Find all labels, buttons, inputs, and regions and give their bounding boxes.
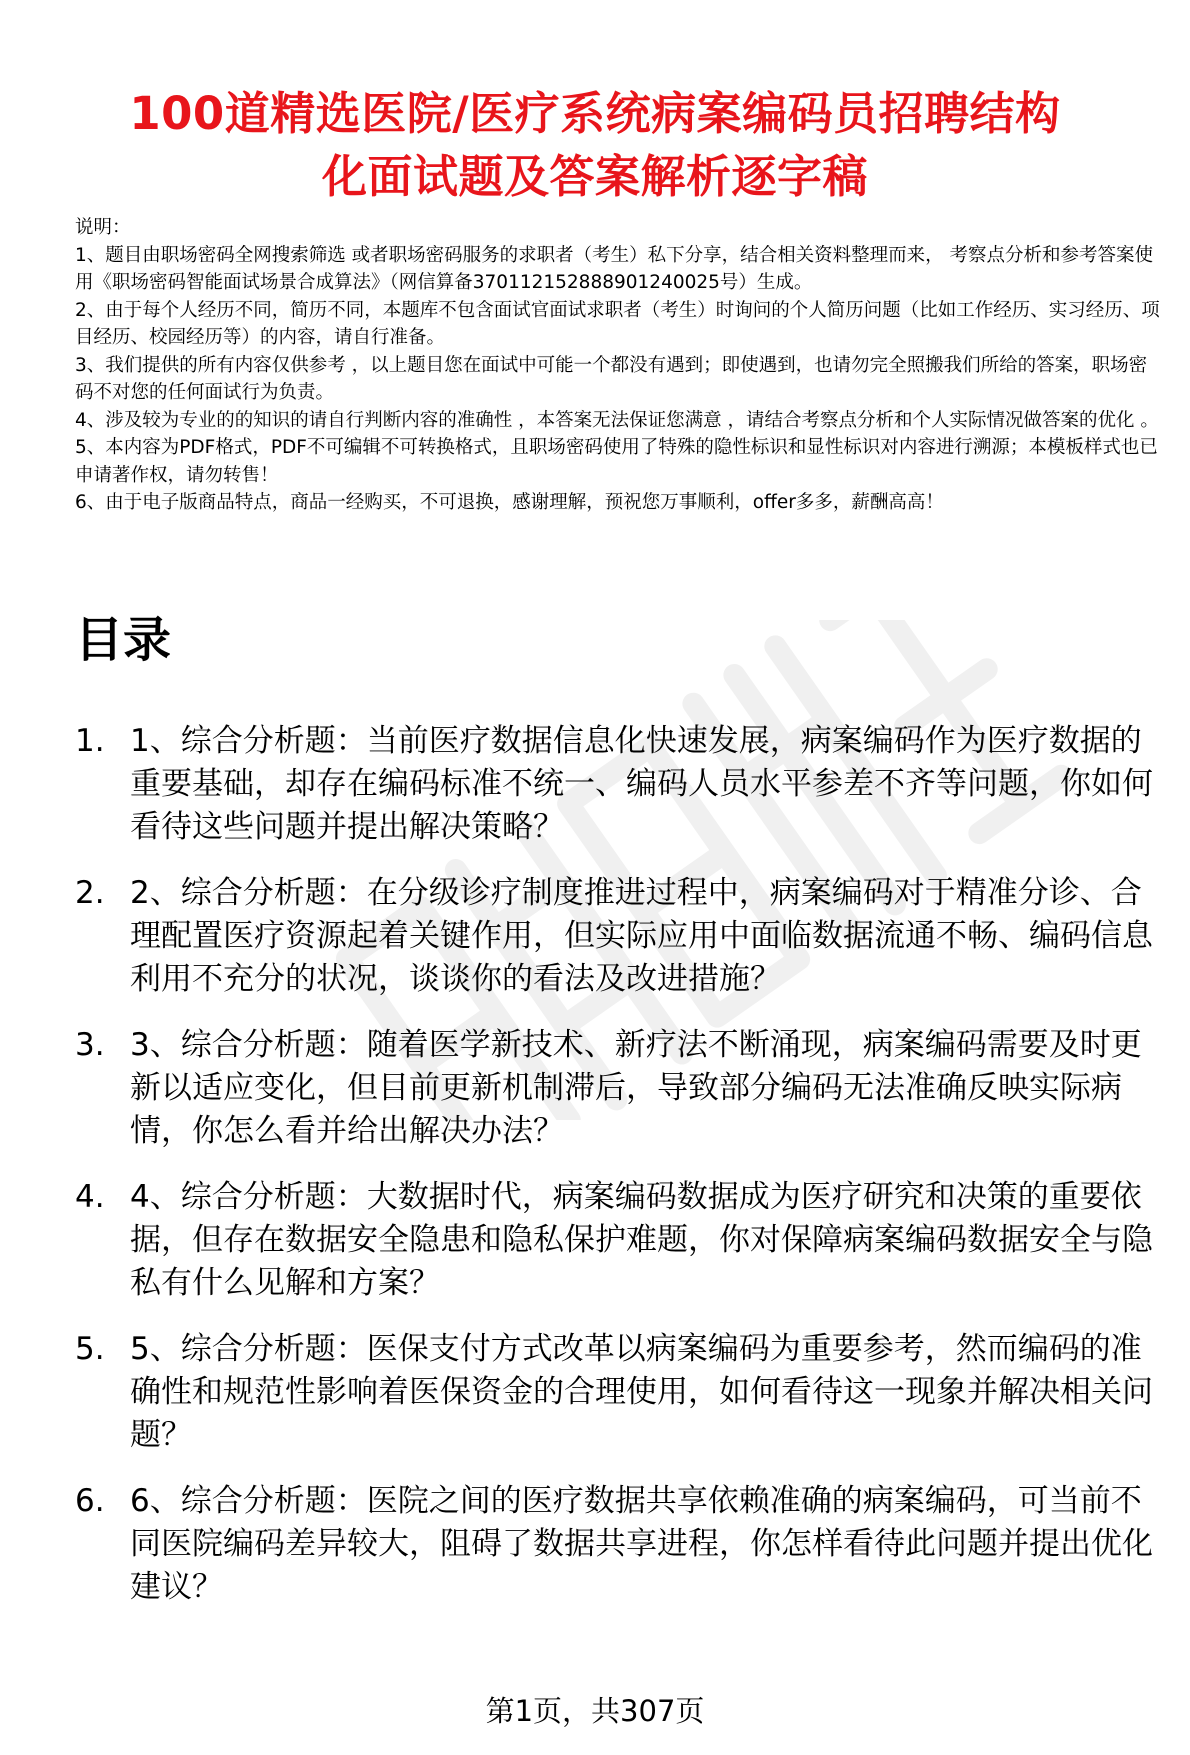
toc-item-number: 1. [75, 723, 105, 759]
note-item-1: 1、题目由职场密码全网搜索筛选 或者职场密码服务的求职者（考生）私下分享，结合相关资料整理而来， 考察点分析和参考答案使用《职场密码智能面试场景合成算法》（网信算备370112152888901240025号）生成。 [75, 244, 1154, 293]
toc-item-text[interactable]: 2、综合分析题：在分级诊疗制度推进过程中，病案编码对于精准分诊、合理配置医疗资源起着关键作用，但实际应用中面临数据流通不畅、编码信息利用不充分的状况，谈谈你的看法及改进措施？ [130, 875, 1153, 997]
toc-item-text[interactable]: 3、综合分析题：随着医学新技术、新疗法不断涌现，病案编码需要及时更新以适应变化，但目前更新机制滞后，导致部分编码无法准确反映实际病情，你怎么看并给出解决办法？ [130, 1027, 1142, 1149]
toc-item-text[interactable]: 1、综合分析题：当前医疗数据信息化快速发展，病案编码作为医疗数据的重要基础，却存在编码标准不统一、编码人员水平参差不齐等问题，你如何看待这些问题并提出解决策略？ [130, 723, 1153, 845]
document-title-line-2: 化面试题及答案解析逐字稿 [321, 150, 868, 204]
toc-list [75, 720, 1165, 1632]
note-item-4: 4、涉及较为专业的的知识的请自行判断内容的准确性 ，本答案无法保证您满意 ，请结合考察点分析和个人实际情况做答案的优化 。 [75, 409, 1159, 431]
toc-heading: 目录 [75, 612, 172, 668]
toc-item[interactable] [75, 1024, 1165, 1153]
notes-section [75, 214, 1165, 517]
toc-item[interactable] [75, 872, 1165, 1001]
document-title [60, 82, 1130, 208]
toc-item-text[interactable]: 6、综合分析题：医院之间的医疗数据共享依赖准确的病案编码，可当前不同医院编码差异较大，阻碍了数据共享进程，你怎样看待此问题并提出优化建议？ [130, 1483, 1153, 1605]
page-number-footer: 第1页，共307页 [485, 1694, 705, 1728]
toc-item-number: 3. [75, 1027, 105, 1063]
note-item-5: 5、本内容为PDF格式，PDF不可编辑不可转换格式，且职场密码使用了特殊的隐性标识和显性标识对内容进行溯源；本模板样式也已申请著作权，请勿转售！ [75, 437, 1158, 486]
document-title-line-1: 100道精选医院/医疗系统病案编码员招聘结构 [129, 87, 1061, 141]
toc-item-number: 2. [75, 875, 105, 911]
toc-item-text[interactable]: 4、综合分析题：大数据时代，病案编码数据成为医疗研究和决策的重要依据，但存在数据安全隐患和隐私保护难题，你对保障病案编码数据安全与隐私有什么见解和方案？ [130, 1179, 1153, 1301]
toc-item-number: 5. [75, 1331, 105, 1367]
toc-item-text[interactable]: 5、综合分析题：医保支付方式改革以病案编码为重要参考，然而编码的准确性和规范性影响着医保资金的合理使用，如何看待这一现象并解决相关问题？ [130, 1331, 1153, 1453]
notes-heading: 说明： [75, 217, 131, 238]
toc-item[interactable] [75, 1480, 1165, 1609]
toc-item-number: 4. [75, 1179, 105, 1215]
note-item-3: 3、我们提供的所有内容仅供参考 ，以上题目您在面试中可能一个都没有遇到；即使遇到，也请勿完全照搬我们所给的答案，职场密码不对您的任何面试行为负责。 [75, 354, 1148, 403]
note-item-6: 6、由于电子版商品特点，商品一经购买，不可退换，感谢理解，预祝您万事顺利，offer多多，薪酬高高！ [75, 492, 944, 513]
note-item-2: 2、由于每个人经历不同，简历不同，本题库不包含面试官面试求职者（考生）时询问的个人简历问题（比如工作经历、实习经历、项目经历、校园经历等）的内容，请自行准备。 [75, 299, 1160, 348]
toc-item-number: 6. [75, 1483, 105, 1519]
toc-item[interactable] [75, 720, 1165, 849]
toc-item[interactable] [75, 1328, 1165, 1457]
toc-item[interactable] [75, 1176, 1165, 1305]
